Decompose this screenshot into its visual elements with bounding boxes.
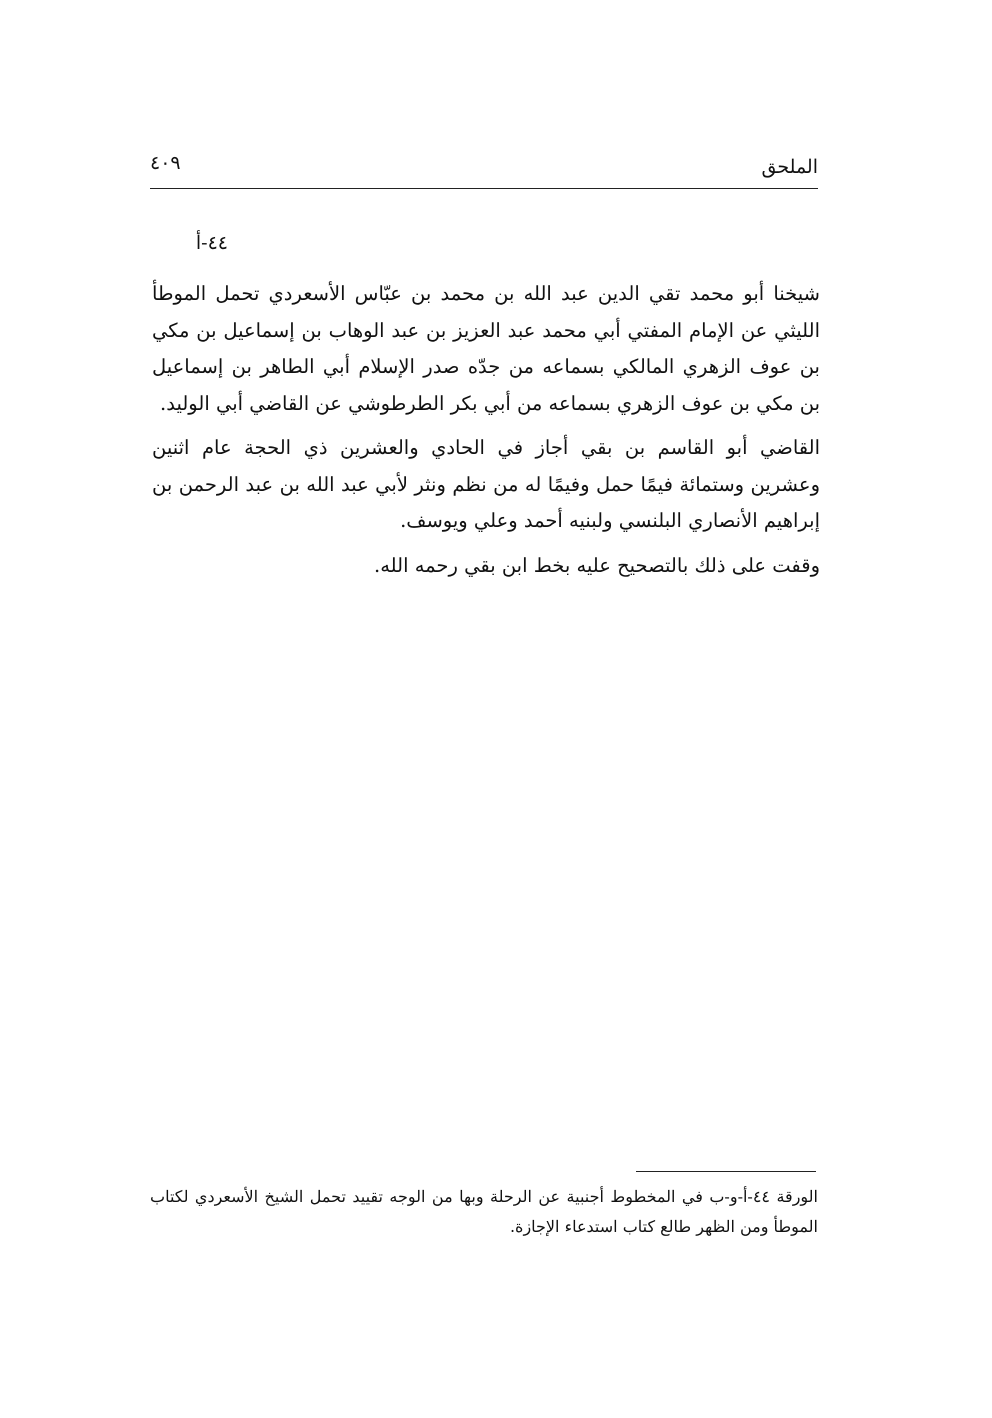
paragraph-2: القاضي أبو القاسم بن بقي أجاز في الحادي والعشرين ذي الحجة عام اثنين وعشرين وستمائة فيمًا حمل وفيمًا له من نظم ونثر لأبي عبد الله بن عبد الرحمن بن إبراهيم الأنصاري البلنسي ولبنيه أحمد وعلي ويوسف. <box>152 436 820 532</box>
page-number: ٤٠٩ <box>150 152 181 174</box>
footnote: الورقة ٤٤-أ-و-ب في المخطوط أجنبية عن الرحلة وبها من الوجه تقييد تحمل الشيخ الأسعردي لكتاب الموطأ ومن الظهر طالع كتاب استدعاء الإجازة. <box>150 1187 819 1236</box>
footnote-divider <box>636 1171 816 1172</box>
paragraph-1: شيخنا أبو محمد تقي الدين عبد الله بن محمد بن عبّاس الأسعردي تحمل الموطأ الليثي عن الإمام المفتي أبي محمد عبد العزيز بن عبد الوهاب بن إسماعيل بن مكي بن عوف الزهري المالكي بسماعه من جدّه صدر الإسلام أبي الطاهر بن إسماعيل بن مكي بن عوف الزهري بسماعه من أبي بكر الطرطوشي عن القاضي أبي الوليد. <box>152 282 820 415</box>
leaf-label: ٤٤-أ <box>195 232 228 254</box>
running-header <box>150 150 818 189</box>
header-title: الملحق <box>761 156 818 178</box>
main-text <box>152 276 820 584</box>
paragraph-3: وقفت على ذلك بالتصحيح عليه بخط ابن بقي رحمه الله. <box>374 553 820 577</box>
